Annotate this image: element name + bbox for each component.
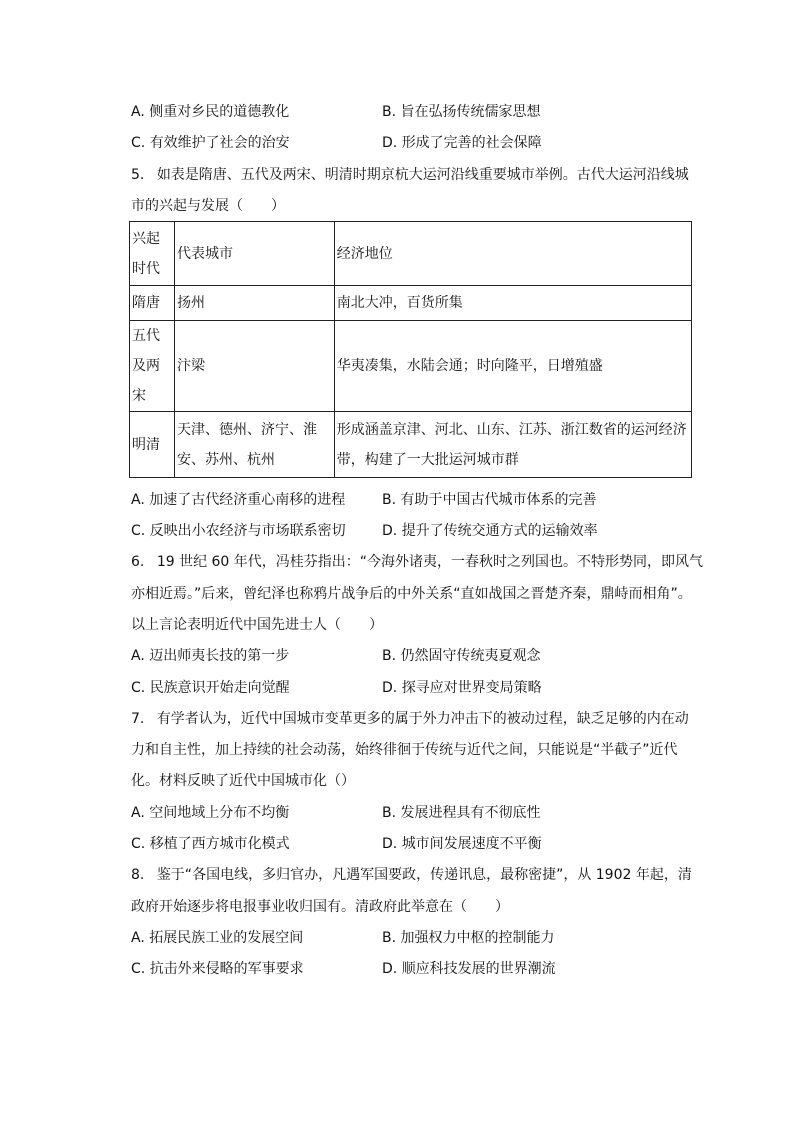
q5-option-d [382,521,598,541]
q7-option-c [131,834,290,854]
option-letter: D. [382,523,398,539]
option-letter: D. [382,680,398,696]
question-number: 7. [131,711,145,727]
q7-option-a [131,803,289,823]
option-text: 加速了古代经济重心南移的进程 [149,492,346,508]
q6-stem-line-2: 亦相近焉。”后来，曾纪泽也称鸦片战争后的中外关系“直如战国之晋楚齐秦，鼎峙而相角”。 [131,586,692,602]
table-row [130,321,692,412]
cell-cities: 汴梁 [175,321,335,412]
table-row [130,286,692,321]
option-letter: A. [131,648,145,664]
option-letter: B. [382,104,397,120]
option-text: 旨在弘扬传统儒家思想 [400,104,541,120]
option-text: 反映出小农经济与市场联系密切 [149,523,346,539]
cell-status: 南北大冲，百货所集 [334,286,691,321]
q7-option-b [382,803,541,823]
q7-stem-line-2: 力和自主性，加上持续的社会动荡，始终徘徊于传统与近代之间，只能说是“半截子”近代 [131,742,678,758]
option-text: 提升了传统交通方式的运输效率 [401,523,598,539]
q7-stem-line-3: 化。材料反映了近代中国城市化（） [131,773,355,789]
question-text: 19 世纪 60 年代，冯桂芬指出：“今海外诸夷，一春秋时之列国也。不特形势同，即风气 [156,554,704,570]
option-letter: A. [131,930,145,946]
q6-stem-line-1 [131,552,703,572]
q8-option-c [131,959,304,979]
option-letter: A. [131,104,145,120]
question-text: 有学者认为，近代中国城市变革更多的属于外力冲击下的被动过程，缺乏足够的内在动 [156,711,689,727]
option-letter: A. [131,492,145,508]
option-letter: B. [382,930,397,946]
option-text: 抗击外来侵略的军事要求 [149,961,304,977]
option-letter: C. [131,523,146,539]
option-letter: A. [131,805,145,821]
option-letter: B. [382,492,397,508]
cell-status: 华夷凑集，水陆会通；时向隆平，日增殖盛 [334,321,691,412]
q8-stem-line-1 [131,865,692,885]
header-era: 兴起时代 [130,222,175,286]
q6-option-b [382,646,541,666]
question-number: 5. [131,167,145,183]
option-letter: D. [382,135,398,151]
header-cities: 代表城市 [175,222,335,286]
option-text: 城市间发展速度不平衡 [401,836,542,852]
q5-stem-line-2: 市的兴起与发展（ ） [131,198,285,214]
cell-era: 五代及两宋 [130,321,175,412]
q5-table [129,221,692,478]
question-text: 如表是隋唐、五代及两宋、明清时期京杭大运河沿线重要城市举例。古代大运河沿线城 [156,167,689,183]
option-letter: D. [382,961,398,977]
option-text: 加强权力中枢的控制能力 [400,930,555,946]
option-text: 空间地域上分布不均衡 [149,805,290,821]
option-text: 有效维护了社会的治安 [149,135,290,151]
q8-stem-line-2: 政府开始逐步将电报事业收归国有。清政府此举意在（ ） [131,899,509,915]
table-header-row [130,222,692,286]
option-letter: B. [382,805,397,821]
table-row [130,412,692,478]
option-letter: C. [131,135,146,151]
cell-era: 明清 [130,412,175,478]
q6-option-d [382,678,542,698]
option-text: 探寻应对世界变局策略 [401,680,542,696]
option-text: 有助于中国古代城市体系的完善 [400,492,597,508]
q6-option-c [131,678,290,698]
option-letter: D. [382,836,398,852]
option-text: 仍然固守传统夷夏观念 [400,648,541,664]
option-text: 侧重对乡民的道德教化 [149,104,290,120]
cell-cities: 天津、德州、济宁、淮安、苏州、杭州 [175,412,335,478]
q5-option-a [131,490,345,510]
option-text: 迈出师夷长技的第一步 [149,648,290,664]
option-letter: B. [382,648,397,664]
option-letter: C. [131,680,146,696]
q6-option-a [131,646,289,666]
q7-stem-line-1 [131,709,689,729]
q6-stem-line-3: 以上言论表明近代中国先进士人（ ） [131,617,383,633]
option-text: 移植了西方城市化模式 [149,836,290,852]
question-number: 8. [131,867,145,883]
option-text: 拓展民族工业的发展空间 [149,930,304,946]
q8-option-a [131,928,303,948]
option-text: 发展进程具有不彻底性 [400,805,541,821]
q8-option-d [382,959,556,979]
question-number: 6. [131,554,145,570]
cell-era: 隋唐 [130,286,175,321]
cell-cities: 扬州 [175,286,335,321]
cell-status: 形成涵盖京津、河北、山东、江苏、浙江数省的运河经济带，构建了一大批运河城市群 [334,412,691,478]
q4-option-c [131,133,290,153]
q5-option-c [131,521,346,541]
q8-option-b [382,928,555,948]
q5-stem-line-1 [131,165,689,185]
question-text: 鉴于“各国电线，多归官办，凡遇军国要政，传递讯息，最称密捷”，从 1902 年起，清 [156,867,692,883]
q5-option-b [382,490,597,510]
option-letter: C. [131,961,146,977]
q4-option-b [382,102,541,122]
q4-option-a [131,102,289,122]
option-text: 顺应科技发展的世界潮流 [401,961,556,977]
q7-option-d [382,834,542,854]
option-text: 形成了完善的社会保障 [401,135,542,151]
option-text: 民族意识开始走向觉醒 [149,680,290,696]
option-letter: C. [131,836,146,852]
q4-option-d [382,133,542,153]
header-status: 经济地位 [334,222,691,286]
